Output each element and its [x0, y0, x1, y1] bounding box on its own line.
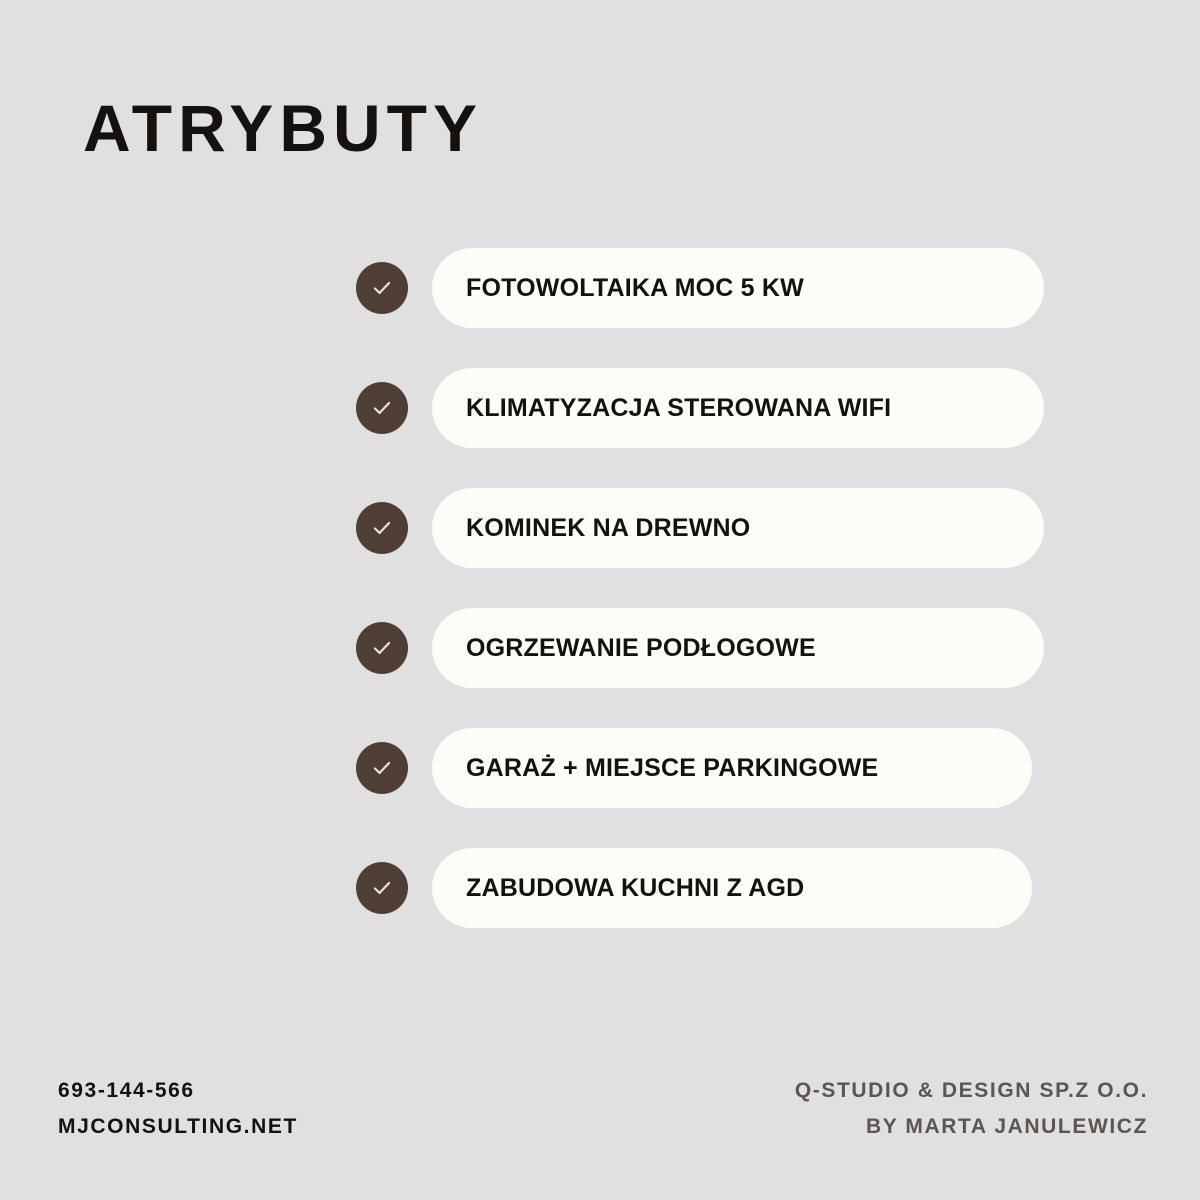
page-title: ATRYBUTY [83, 91, 483, 165]
check-icon [356, 742, 408, 794]
feature-label: KLIMATYZACJA STEROWANA WIFI [466, 393, 892, 422]
feature-label: OGRZEWANIE PODŁOGOWE [466, 633, 816, 662]
feature-pill [432, 728, 1032, 808]
contact-website[interactable]: MJCONSULTING.NET [58, 1115, 298, 1139]
list-item[interactable] [356, 248, 1056, 328]
check-icon [356, 622, 408, 674]
list-item[interactable] [356, 488, 1056, 568]
features-list [356, 248, 1056, 968]
feature-label: ZABUDOWA KUCHNI Z AGD [466, 873, 805, 902]
contact-block [58, 1073, 298, 1147]
feature-label: GARAŻ + MIEJSCE PARKINGOWE [466, 753, 879, 782]
list-item[interactable] [356, 608, 1056, 688]
credits-block [795, 1073, 1148, 1147]
credits-author: BY MARTA JANULEWICZ [866, 1115, 1148, 1139]
feature-label: KOMINEK NA DREWNO [466, 513, 751, 542]
feature-pill [432, 848, 1032, 928]
check-icon [356, 862, 408, 914]
feature-pill [432, 488, 1044, 568]
list-item[interactable] [356, 368, 1056, 448]
feature-pill [432, 248, 1044, 328]
check-icon [356, 502, 408, 554]
list-item[interactable] [356, 728, 1056, 808]
list-item[interactable] [356, 848, 1056, 928]
check-icon [356, 382, 408, 434]
contact-phone[interactable]: 693-144-566 [58, 1078, 195, 1102]
feature-label: FOTOWOLTAIKA MOC 5 KW [466, 273, 804, 302]
check-icon [356, 262, 408, 314]
feature-pill [432, 368, 1044, 448]
feature-pill [432, 608, 1044, 688]
credits-company: Q-STUDIO & DESIGN SP.Z O.O. [794, 1078, 1148, 1102]
